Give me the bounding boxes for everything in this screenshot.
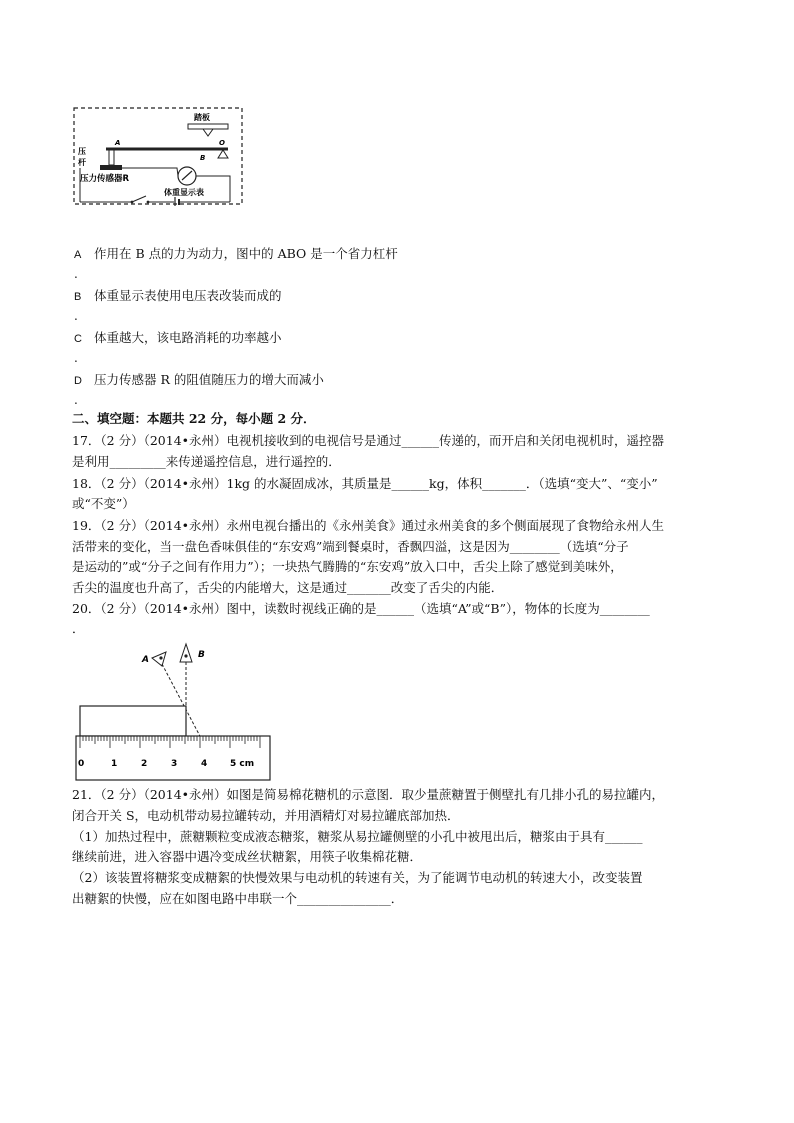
q19-line-4: 舌尖的温度也升高了，舌尖的内能增大，这是通过_______改变了舌尖的内能．: [72, 580, 504, 595]
option-b-text: 体重显示表使用电压表改装而成的: [94, 288, 282, 303]
option-c: [74, 330, 282, 347]
tick-label-0: 0: [78, 759, 85, 769]
sensor-label: 压力传感器R: [80, 174, 130, 184]
q20-line-2: ．: [72, 621, 85, 636]
option-b-dot: .: [74, 309, 78, 323]
ruler: [76, 736, 270, 780]
section-title: 二、填空题：本题共 22 分，每小题 2 分．: [72, 411, 316, 426]
point-b-label: B: [200, 154, 206, 162]
q17-line-2: 是利用_________来传递遥控信息，进行遥控的．: [72, 454, 341, 469]
press-rod: [109, 150, 114, 165]
eye-a-icon: [152, 652, 166, 666]
ruler-figure: [74, 640, 272, 782]
option-c-text: 体重越大，该电路消耗的功率越小: [94, 330, 282, 345]
eye-a-label: A: [142, 655, 149, 665]
q17-line-1: 17．（2 分）（2014•永州）电视机接收到的电视信号是通过______传递的，而开启和关闭电视机时，遥控器: [72, 433, 665, 448]
q21-line-4: 继续前进，进入容器中遇冷变成丝状糖絮，用筷子收集棉花糖．: [72, 849, 423, 864]
eye-b-label: B: [198, 650, 205, 660]
option-c-letter: C: [74, 333, 82, 345]
option-c-dot: .: [74, 351, 78, 365]
q21-line-1: 21．（2 分）（2014•永州）如图是简易棉花糖机的示意图．取少量蔗糖置于侧壁扎有几排小孔的易拉罐内，: [72, 787, 665, 802]
scale-circuit-figure: [72, 106, 248, 206]
pedal-support: [203, 129, 213, 136]
rod-label-1: 压: [78, 147, 86, 156]
q20-line-1: 20．（2 分）（2014•永州）图中，读数时视线正确的是______（选填“A”或“B”），物体的长度为________: [72, 601, 650, 616]
q18-line-1: 18．（2 分）（2014•永州）1kg 的水凝固成冰，其质量是______kg，体积_______．（选填“变大”、“变小”: [72, 476, 658, 491]
q19-line-1: 19．（2 分）（2014•永州）永州电视台播出的《永州美食》通过永州美食的多个侧面展现了食物给永州人生: [72, 518, 665, 533]
pressure-sensor: [100, 165, 122, 170]
pedal-label: 踏板: [194, 113, 210, 122]
q21-line-3: （1）加热过程中，蔗糖颗粒变成液态糖浆，糖浆从易拉罐侧壁的小孔中被甩出后，糖浆由于具有______: [72, 829, 643, 844]
tick-label-2: 2: [141, 759, 148, 769]
option-a-dot: .: [74, 267, 78, 281]
q19-line-2: 活带来的变化，当一盘色香味俱佳的“东安鸡”端到餐桌时，香飘四溢，这是因为________（选填“分子: [72, 539, 629, 554]
switch: [132, 196, 146, 202]
eye-b-icon: [180, 644, 192, 662]
option-d-text: 压力传感器 R 的阻值随压力的增大而减小: [94, 372, 324, 387]
option-d: [74, 372, 324, 389]
pedal-plate: [188, 124, 228, 129]
rod-label-2: 杆: [78, 158, 86, 167]
q21-line-2: 闭合开关 S，电动机带动易拉罐转动，并用酒精灯对易拉罐底部加热．: [72, 808, 460, 823]
q21-line-6: 出糖絮的快慢，应在如图电路中串联一个_______________．: [72, 891, 404, 906]
tick-label-1: 1: [111, 759, 118, 769]
option-d-letter: D: [74, 375, 82, 387]
q19-line-3: 是运动的”或“分子之间有作用力”）；一块热气腾腾的“东安鸡”放入口中，舌尖上除了感觉到美味外，: [72, 559, 623, 574]
pivot-triangle: [218, 150, 228, 158]
option-a-text: 作用在 B 点的力为动力，图中的 ABO 是一个省力杠杆: [94, 246, 398, 261]
tick-label-5: 5 cm: [230, 759, 255, 769]
measured-object: [80, 706, 186, 736]
option-b: [74, 288, 282, 305]
q21-line-5: （2）该装置将糖浆变成糖絮的快慢效果与电动机的转速有关，为了能调节电动机的转速大小，改变装置: [72, 870, 643, 885]
option-a: [74, 246, 398, 263]
option-b-letter: B: [74, 291, 82, 303]
display-label: 体重显示表: [164, 188, 204, 197]
tick-label-3: 3: [171, 759, 178, 769]
tick-label-4: 4: [201, 759, 208, 769]
point-o-label: O: [219, 139, 225, 147]
dashed-enclosure: [74, 108, 242, 204]
option-a-letter: A: [74, 249, 82, 261]
point-a-label: A: [115, 139, 121, 147]
q18-line-2: 或“不变”）: [72, 496, 135, 511]
option-d-dot: .: [74, 393, 78, 407]
